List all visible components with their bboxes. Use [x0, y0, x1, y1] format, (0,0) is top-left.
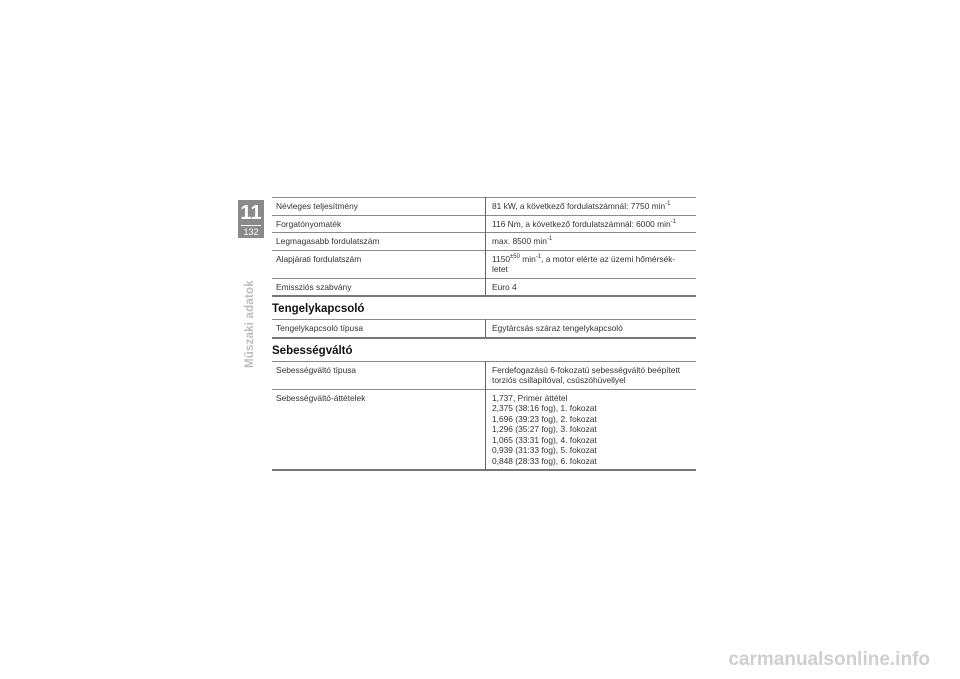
- spec-key: Forgatónyomaték: [272, 215, 486, 233]
- section-heading-clutch: Tengelykapcsoló: [272, 303, 365, 315]
- table-row: [272, 278, 696, 296]
- table-row: [272, 361, 696, 389]
- spec-key: Legmagasabb fordulatszám: [272, 233, 486, 251]
- spec-key: Emissziós szabvány: [272, 278, 486, 296]
- table-row: [272, 198, 696, 216]
- spec-key: Névleges teljesítmény: [272, 198, 486, 216]
- spec-value: Ferdefogazású 6-fokozatú sebességváltó beépített torziós csillapítóval, csúszóhüvellyel: [492, 364, 681, 385]
- spec-value: Euro 4: [492, 281, 517, 292]
- page-content: [272, 197, 696, 471]
- spec-value: 1,737, Primer áttétel 2,375 (38:16 fog), 1. fokozat 1,696 (39:23 fog), 2. fokozat 1,296 (35:27 fog), 3. fokozat 1,065 (33:31 fog), 4. fokozat 0,939 (31:33 fog), 5. fokozat 0,848 (28:33 fog), 6. fokozat: [492, 392, 597, 466]
- spec-key: Alapjárati fordulatszám: [272, 250, 486, 278]
- spec-value: 81 kW, a következő fordulatszámnál: 7750 $\min^{-1}$: [492, 201, 671, 211]
- table-row: [272, 233, 696, 251]
- table-row: [272, 389, 696, 470]
- clutch-spec-table: [272, 319, 696, 339]
- spec-value: $1150^{\pm 50}$ $\min^{-1}$, a motor elérte az üzemi hőmérsék- letet: [492, 253, 676, 274]
- spec-key: Sebességváltó típusa: [272, 361, 486, 389]
- spec-key: Tengelykapcsoló típusa: [272, 320, 486, 338]
- section-heading-gearbox: Sebességváltó: [272, 344, 353, 357]
- chapter-badge: [238, 200, 264, 238]
- table-row: [272, 215, 696, 233]
- gearbox-spec-table: [272, 361, 696, 472]
- spec-value: max. 8500 $\min^{-1}$: [492, 236, 553, 246]
- spec-value: Egytárcsás száraz tengelykapcsoló: [492, 323, 623, 333]
- table-row: [272, 250, 696, 278]
- chapter-title: Műszaki adatok: [244, 280, 256, 368]
- page-number: 132: [241, 225, 261, 238]
- watermark: carmanualsonline.info: [728, 649, 930, 670]
- spec-value: 116 Nm, a következő fordulatszámnál: 6000 $\min^{-1}$: [492, 218, 676, 229]
- spec-key: Sebességváltó-áttételek: [272, 389, 486, 470]
- chapter-number: 11: [240, 202, 262, 224]
- engine-spec-table: [272, 197, 696, 297]
- table-row: [272, 320, 696, 338]
